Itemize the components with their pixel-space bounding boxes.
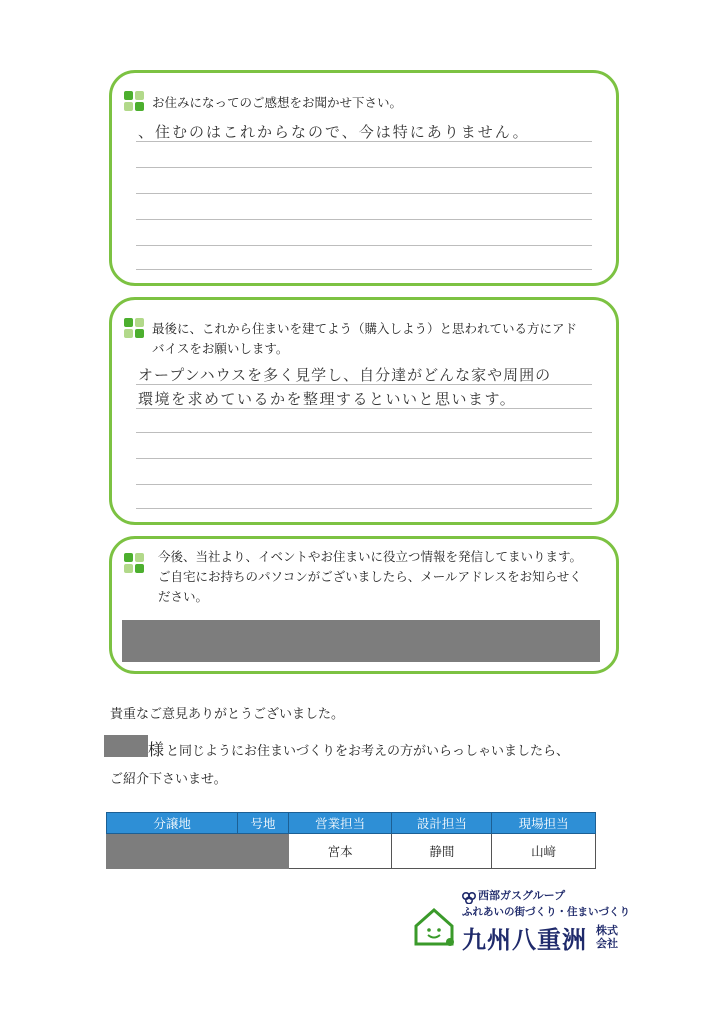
answer-rule (136, 484, 592, 485)
newsletter-question: 今後、当社より、イベントやお住まいに役立つ情報を発信してまいります。ご自宅にお持ちのパソコンがございましたら、メールアドレスをお知らせください。 (158, 549, 583, 604)
table-header: 設計担当 (392, 813, 492, 834)
advice-panel (109, 297, 619, 525)
staff-table (106, 812, 596, 869)
impressions-panel (109, 70, 619, 286)
newsletter-panel (109, 536, 619, 674)
company-name: 九州八重洲 (462, 926, 587, 954)
table-header: 号地 (238, 813, 288, 834)
table-header: 営業担当 (288, 813, 392, 834)
answer-rule (136, 384, 592, 385)
advice-question: 最後に、これから住まいを建てよう（購入しよう）と思われている方にアドバイスをお願いします。 (152, 321, 578, 356)
clover-icon (124, 91, 146, 113)
answer-rule (136, 193, 592, 194)
answer-rule (136, 141, 592, 142)
answer-rule (136, 508, 592, 509)
sales-staff: 宮本 (288, 834, 392, 869)
company-suffix-top: 株式 (596, 924, 618, 937)
lot-redaction (107, 834, 289, 869)
advice-answer-line1: オープンハウスを多く見学し、自分達がどんな家や周囲の (138, 366, 552, 384)
answer-rule (136, 245, 592, 246)
clover-icon (124, 553, 146, 575)
name-redaction (104, 735, 148, 757)
answer-rule (136, 269, 592, 270)
sama-text: 様 (148, 740, 165, 759)
group-name: 西部ガスグループ (478, 889, 566, 902)
answer-rule (136, 432, 592, 433)
impressions-question: お住みになってのご感想をお聞かせ下さい。 (152, 95, 403, 110)
referral-text: と同じようにお住まいづくりをお考えの方がいらっしゃいましたら、 (166, 744, 570, 759)
saibu-gas-mark-icon (462, 889, 476, 901)
tagline: ふれあいの街づくり・住まいづくり (462, 906, 630, 918)
site-staff: 山﨑 (492, 834, 596, 869)
impressions-answer: 、住むのはこれからなので、今は特にありません。 (138, 123, 530, 141)
answer-rule (136, 219, 592, 220)
clover-icon (124, 318, 146, 340)
design-staff: 静間 (392, 834, 492, 869)
advice-answer-line2: 環境を求めているかを整理するといいと思います。 (138, 390, 517, 408)
company-logo (412, 884, 637, 954)
company-suffix-bottom: 会社 (596, 937, 618, 950)
answer-rule (136, 408, 592, 409)
answer-rule (136, 458, 592, 459)
house-mascot-icon (412, 906, 456, 948)
email-redaction (122, 620, 600, 662)
table-header: 現場担当 (492, 813, 596, 834)
answer-rule (136, 167, 592, 168)
table-header: 分譲地 (107, 813, 238, 834)
referral-text-end: ご紹介下さいませ。 (110, 772, 227, 787)
thanks-text: 貴重なご意見ありがとうございました。 (110, 707, 345, 722)
